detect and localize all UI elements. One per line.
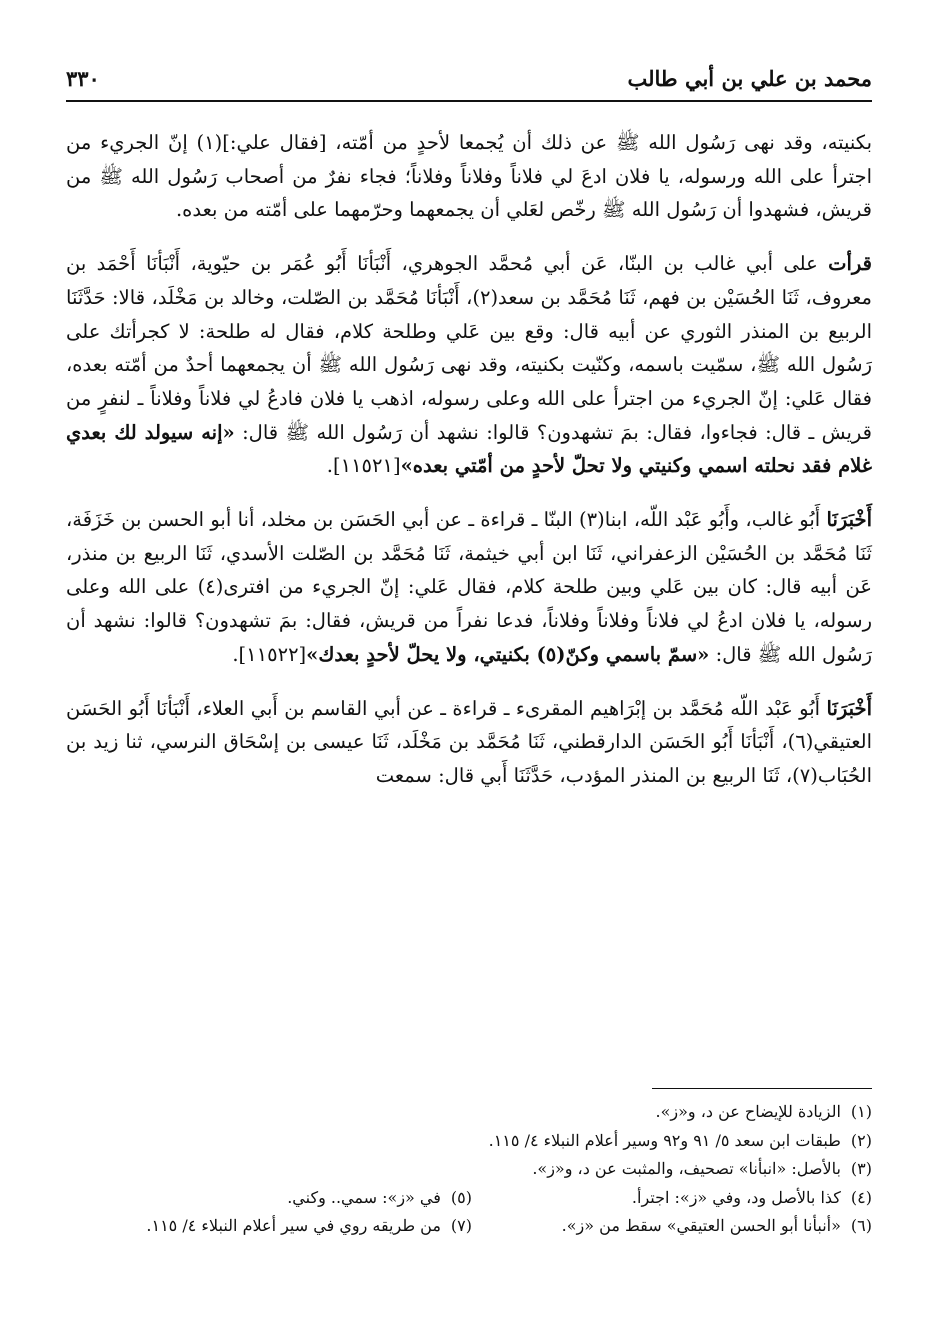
footnote-5: (٥) في «ز»: سمي.. وكني. <box>287 1187 472 1207</box>
footnote-row <box>66 1212 872 1241</box>
paragraph-text: بكنيته، وقد نهى رَسُول الله ﷺ عن ذلك أن يُجمعا لأحدٍ من أمّته، [فقال علي:](١) إنّ الجريء من اجترأ على الله ورسوله، يا فلان ادعَ لي فلاناً وفلاناً وفلاناً؛ فجاء نفرٌ من أصحاب رَسُول الله ﷺ من قريش، فشهدوا أن رَسُول الله ﷺ رخّص لعَلي أن يجمعهما وحرّمهما على أمّته من بعده. <box>66 131 873 222</box>
main-text <box>66 126 872 813</box>
footnote-6: (٦) «أنبأنا أبو الحسن العتيقي» سقط من «ز». <box>561 1216 872 1235</box>
page-header <box>66 58 872 98</box>
paragraph-1 <box>66 126 872 227</box>
footnote-7: (٧) من طريقه روي في سير أعلام النبلاء ٤/ ١١٥. <box>146 1216 472 1235</box>
paragraph-text: على أبي غالب بن البنّا، عَن أبي مُحمَّد الجوهري، أَنْبَأنَا أَبُو عُمَر بن حيّوية، أَنْبَأنَا أَحْمَد بن معروف، ثَنَا الحُسَيْن بن فهم، ثَنَا مُحَمَّد بن سعد(٢)، أَنْبَأنَا مُحَمَّد بن الصّلت، وخالد بن مَخْلَد، قالا: حَدَّثَنَا الربيع بن المنذر الثوري عن أبيه قال: وقع بين عَلي وطلحة كلام، فقال له طلحة: لا كجرأتك على رَسُول الله ﷺ، سمّيت باسمه، وكنّيت بكنيته، وقد نهى رَسُول الله ﷺ أن يجمعهما أحدٌ من أمّته بعده، فقال عَلي: إنّ الجريء من اجترأ على الله وعلى رسوله، اذهب يا فلان فادعُ لي فلاناً وفلاناً ـ لنفرٍ من قريش ـ قال: فجاءوا، فقال: بمَ تشهدون؟ قالوا: نشهد أن رَسُول الله ﷺ قال: <box>66 252 872 444</box>
paragraph-text: أَبُو غالب، وأَبُو عَبْد اللّه، ابنا(٣) البنّا ـ قراءة ـ عن أبي الحَسَن بن مخلد، أنا أبو الحسن بن خَزَفَة، ثَنَا مُحَمَّد بن الحُسَيْن الزعفراني، ثَنَا ابن أبي خيثمة، ثَنَا مُحَمَّد بن الصّلت الأسدي، ثَنَا الربيع بن منذر، عَن أبيه قال: كان بين عَلي وبين طلحة كلام، فقال عَلي: إنّ الجريء من افترى(٤) على الله وعلى رسوله، يا فلان ادعُ لي فلاناً وفلاناً وفلاناً، فدعا نفراً من قريش، فقال: بمَ تشهدون؟ قالوا: نشهد أن رَسُول الله ﷺ قال: <box>66 508 872 666</box>
footnote-3: (٣) بالأصل: «انبأنا» تصحيف، والمثبت عن د، و«ز». <box>532 1159 872 1178</box>
paragraph-4 <box>66 692 872 793</box>
hadith-number: [١١٥٢١]. <box>326 454 401 478</box>
header-rule <box>66 100 872 102</box>
running-title: محمد بن علي بن أبي طالب <box>627 65 872 91</box>
hadith-quote: «إنه سيولد لك بعدي غلام فقد نحلته اسمي وكنيتي ولا تحلّ لأحدٍ من أمّتي بعده» <box>66 420 872 478</box>
footnote-4: (٤) كذا بالأصل ود، وفي «ز»: اجترأ. <box>631 1187 872 1207</box>
paragraph-text: أَبُو عَبْد اللّه مُحَمَّد بن إبْرَاهيم المقرىء ـ قراءة ـ عن أبي القاسم بن أَبي العلاء، أَنْبَأنَا أَبُو الحَسَن العتيقي(٦)، أَنْبَأنَا أَبُو الحَسَن الدارقطني، ثَنَا مُحَمَّد بن مَخْلَد، ثَنَا عيسى بن إسْحَاق النرسي، ثنا زيد بن الحُبَاب(٧)، ثَنَا الربيع بن المنذر المؤدب، حَدَّثَنَا أَبي قال: سمعت <box>66 696 872 787</box>
paragraph-lead: أَخْبَرَنَا <box>826 508 872 532</box>
hadith-number: [١١٥٢٢]. <box>232 642 307 666</box>
page-number: ٣٣٠ <box>66 65 100 91</box>
paragraph-2 <box>66 247 872 483</box>
footnote-row <box>66 1098 872 1127</box>
footnote-rule <box>652 1088 872 1089</box>
paragraph-lead: أَخْبَرَنَا <box>826 696 872 720</box>
paragraph-3 <box>66 503 872 672</box>
footnote-row <box>66 1155 872 1184</box>
footnotes <box>66 1098 872 1241</box>
paragraph-lead: قرأت <box>828 252 872 276</box>
footnote-row <box>66 1184 872 1213</box>
footnote-row <box>66 1127 872 1156</box>
footnote-1: (١) الزيادة للإيضاح عن د، و«ز». <box>655 1102 872 1121</box>
hadith-quote: «سمّ باسمي وكنّ(٥) بكنيتي، ولا يحلّ لأحدٍ بعدك» <box>306 642 710 666</box>
footnote-2: (٢) طبقات ابن سعد ٥/ ٩١ و٩٢ وسير أعلام النبلاء ٤/ ١١٥. <box>488 1130 872 1150</box>
